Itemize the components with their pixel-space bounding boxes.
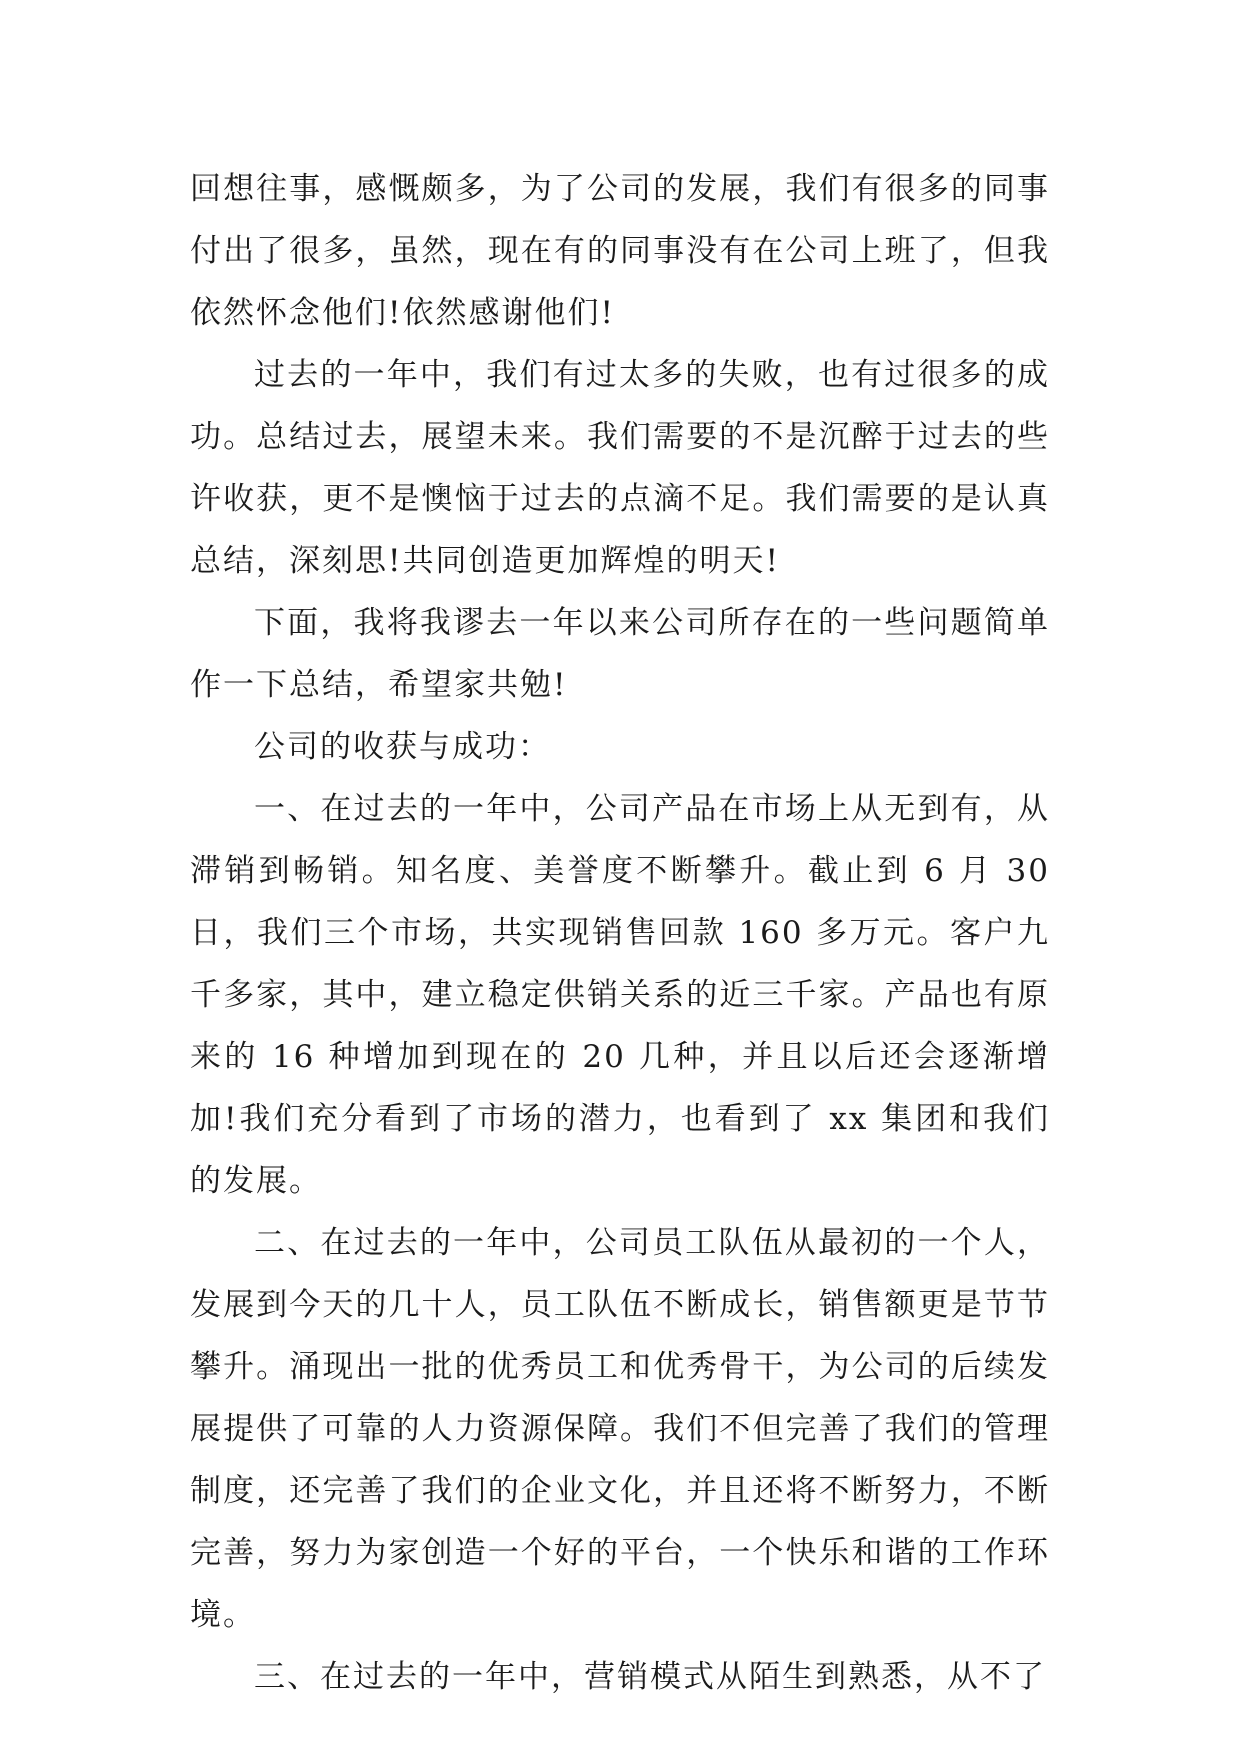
paragraph-summary-intro: 下面，我将我谬去一年以来公司所存在的一些问题简单作一下总结，希望家共勉! — [190, 605, 1050, 703]
paragraph-point-one: 一、在过去的一年中，公司产品在市场上从无到有，从滞销到畅销。知名度、美誉度不断攀升。截止到 6 月 30 日，我们三个市场，共实现销售回款 160 多万元。客户九千多家，其中，建立稳定供销关系的近三千家。产品也有原来的 16 种增加到现在的 20 几种，并且以后还会逐渐增加!我们充分看到了市场的潜力，也看到了 xx 集团和我们的发展。 — [190, 791, 1050, 1199]
section-heading-achievements: 公司的收获与成功： — [254, 729, 551, 765]
paragraph-past-year: 过去的一年中，我们有过太多的失败，也有过很多的成功。总结过去，展望未来。我们需要的不是沉醉于过去的些许收获，更不是懊恼于过去的点滴不足。我们需要的是认真总结，深刻思!共同创造更加辉煌的明天! — [190, 357, 1050, 579]
paragraph-reflection: 回想往事，感慨颇多，为了公司的发展，我们有很多的同事付出了很多，虽然，现在有的同事没有在公司上班了，但我依然怀念他们!依然感谢他们! — [190, 171, 1050, 331]
paragraph-point-two: 二、在过去的一年中，公司员工队伍从最初的一个人，发展到今天的几十人，员工队伍不断成长，销售额更是节节攀升。涌现出一批的优秀员工和优秀骨干，为公司的后续发展提供了可靠的人力资源保障。我们不但完善了我们的管理制度，还完善了我们的企业文化，并且还将不断努力，不断完善，努力为家创造一个好的平台，一个快乐和谐的工作环境。 — [190, 1225, 1050, 1633]
paragraph-point-three: 三、在过去的一年中，营销模式从陌生到熟悉，从不了 — [254, 1659, 1046, 1695]
document-body — [190, 158, 1050, 1708]
